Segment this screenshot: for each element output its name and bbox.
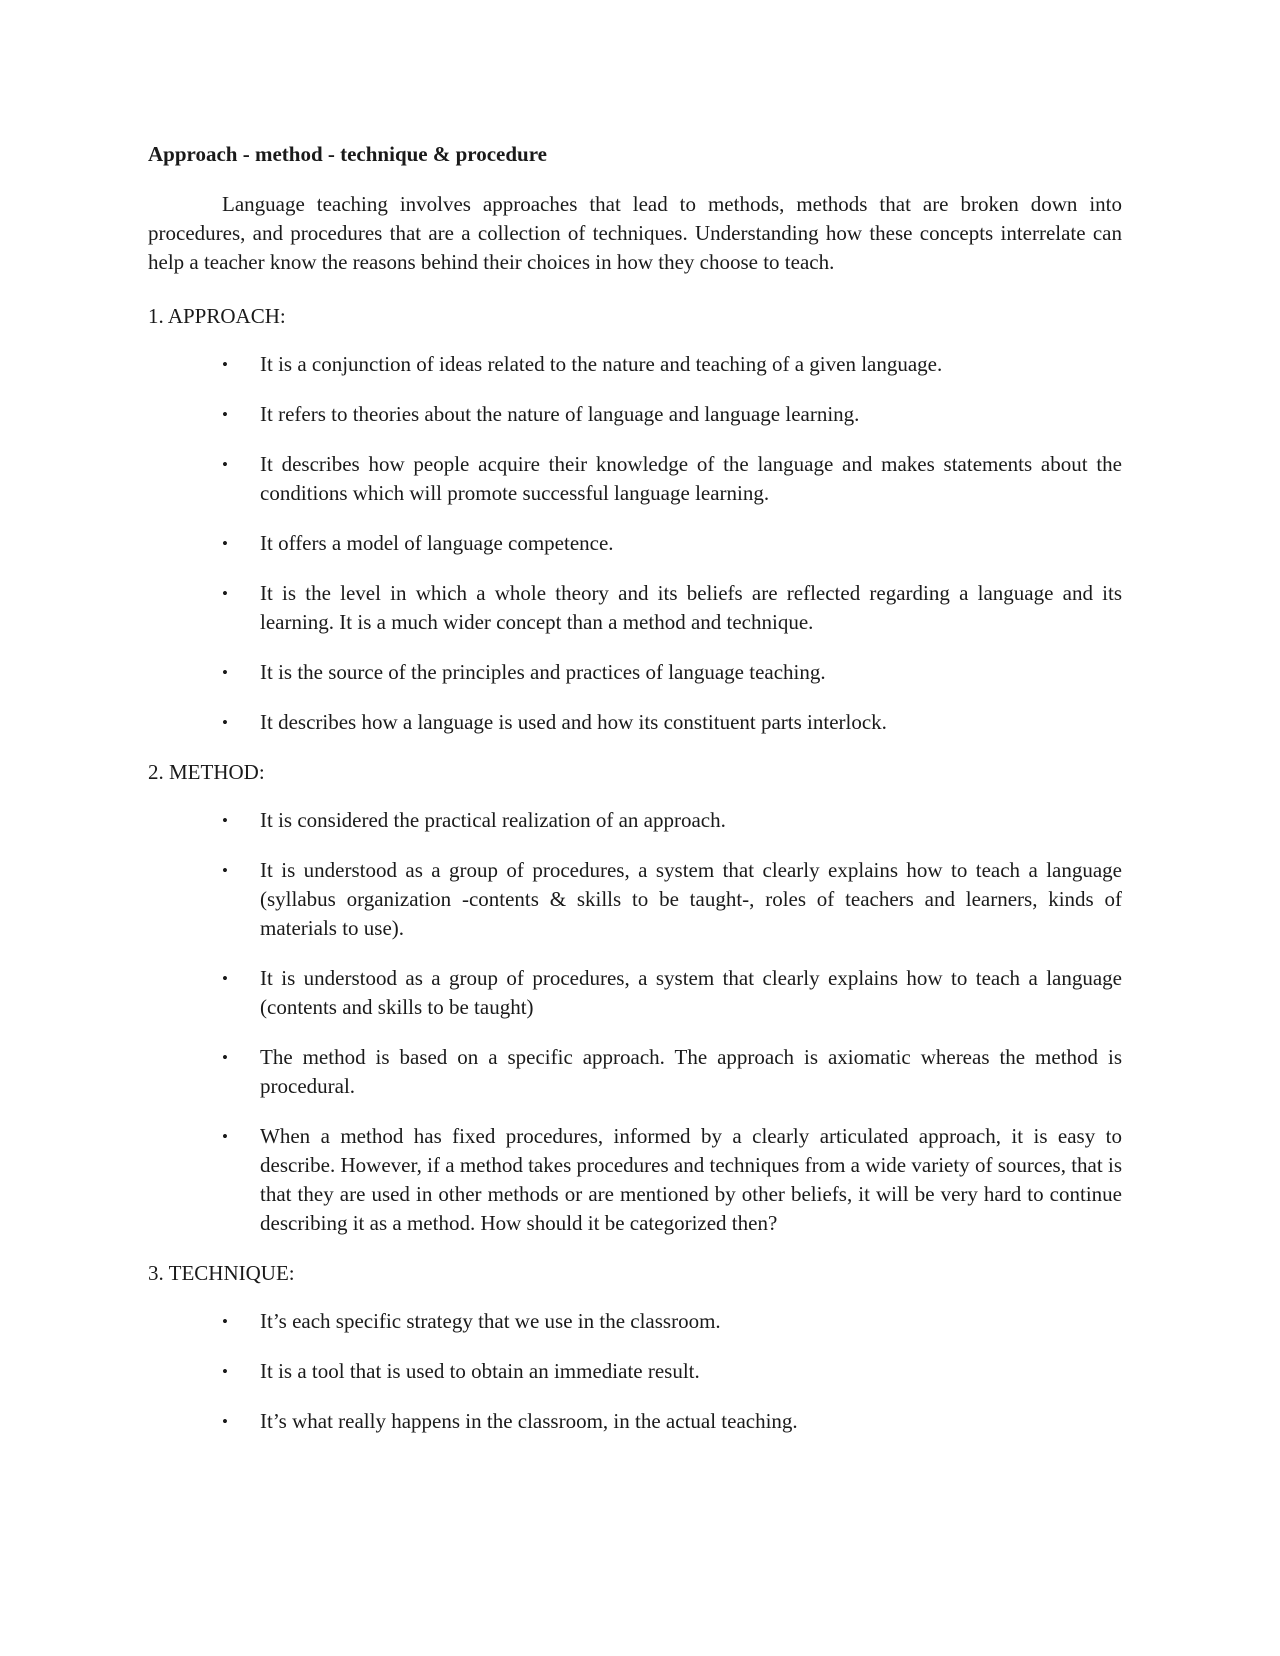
list-item-text: It offers a model of language competence. (260, 531, 614, 555)
list-item (148, 658, 1122, 687)
list-item-text: It is a tool that is used to obtain an immediate result. (260, 1359, 700, 1383)
section-method (148, 758, 1122, 1238)
bullet-icon: • (222, 1362, 228, 1381)
list-item-text: When a method has fixed procedures, informed by a clearly articulated approach, it is easy to describe. However, if a method takes procedures and techniques from a wide variety of sources, that is that they are used in other methods or are mentioned by other beliefs, it will be very hard to continue describing it as a method. How should it be categorized then? (260, 1124, 1122, 1235)
list-item (148, 529, 1122, 558)
list-item-text: It refers to theories about the nature of language and language learning. (260, 402, 860, 426)
section-heading: 3. TECHNIQUE: (148, 1261, 295, 1285)
bullet-icon: • (222, 1127, 228, 1146)
list-item (148, 579, 1122, 637)
section-heading: 1. APPROACH: (148, 304, 286, 328)
list-item (148, 1407, 1122, 1436)
list-item-text: It’s each specific strategy that we use in the classroom. (260, 1309, 721, 1333)
list-item (148, 964, 1122, 1022)
section-heading: 2. METHOD: (148, 760, 265, 784)
bullet-list (148, 806, 1122, 1238)
bullet-icon: • (222, 455, 228, 474)
list-item (148, 1307, 1122, 1336)
bullet-icon: • (222, 811, 228, 830)
list-item (148, 1122, 1122, 1238)
list-item-text: It is understood as a group of procedures, a system that clearly explains how to teach a language (contents and skills to be taught) (260, 966, 1122, 1019)
list-item-text: The method is based on a specific approach. The approach is axiomatic whereas the method is procedural. (260, 1045, 1122, 1098)
list-item-text: It is the source of the principles and practices of language teaching. (260, 660, 826, 684)
list-item (148, 806, 1122, 835)
section-technique (148, 1259, 1122, 1436)
bullet-list (148, 1307, 1122, 1436)
list-item-text: It is understood as a group of procedures, a system that clearly explains how to teach a language (syllabus organization -contents & skills to be taught-, roles of teachers and learners, kinds of materials to use). (260, 858, 1122, 940)
bullet-icon: • (222, 1412, 228, 1431)
bullet-icon: • (222, 405, 228, 424)
bullet-icon: • (222, 861, 228, 880)
bullet-icon: • (222, 534, 228, 553)
list-item-text: It’s what really happens in the classroom, in the actual teaching. (260, 1409, 798, 1433)
list-item-text: It is considered the practical realization of an approach. (260, 808, 726, 832)
bullet-icon: • (222, 969, 228, 988)
bullet-icon: • (222, 663, 228, 682)
section-approach (148, 302, 1122, 737)
list-item (148, 450, 1122, 508)
list-item-text: It is the level in which a whole theory and its beliefs are reflected regarding a language and its learning. It is a much wider concept than a method and technique. (260, 581, 1122, 634)
document-page (148, 140, 1122, 1436)
bullet-icon: • (222, 1048, 228, 1067)
list-item-text: It describes how people acquire their knowledge of the language and makes statements about the conditions which will promote successful language learning. (260, 452, 1122, 505)
list-item-text: It describes how a language is used and how its constituent parts interlock. (260, 710, 887, 734)
document-title: Approach - method - technique & procedure (148, 142, 547, 166)
bullet-icon: • (222, 355, 228, 374)
list-item (148, 1043, 1122, 1101)
intro-paragraph: Language teaching involves approaches that lead to methods, methods that are broken down into procedures, and procedures that are a collection of techniques. Understanding how these concepts interrelate can help a teacher know the reasons behind their choices in how they choose to teach. (148, 192, 1122, 274)
list-item-text: It is a conjunction of ideas related to the nature and teaching of a given language. (260, 352, 943, 376)
bullet-list (148, 350, 1122, 737)
list-item (148, 400, 1122, 429)
list-item (148, 350, 1122, 379)
list-item (148, 1357, 1122, 1386)
bullet-icon: • (222, 713, 228, 732)
list-item (148, 708, 1122, 737)
list-item (148, 856, 1122, 943)
bullet-icon: • (222, 1312, 228, 1331)
bullet-icon: • (222, 584, 228, 603)
